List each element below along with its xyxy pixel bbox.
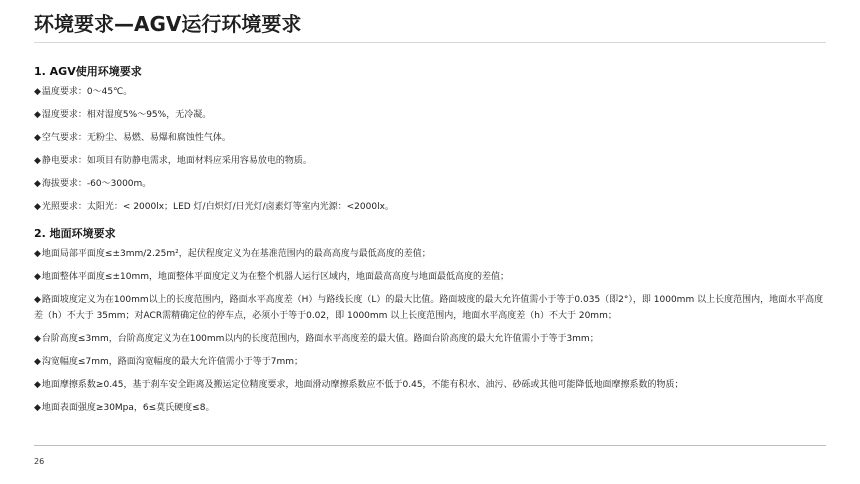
- item-text: 路面坡度定义为在100mm以上的长度范围内，路面水平高度差（H）与路线长度（L）的最大比值。路面坡度的最大允许值需小于等于0.035（即2°），即 1000mm 以上长度范围内，地面水平高度差（h）不大于 35mm；对ACR需精确定位的停车点，必须小于等于0.02，即 1000mm 以上长度范围内，地面水平高度差（h）不大于 20mm；: [34, 295, 824, 321]
- item-text: 空气要求：无粉尘、易燃、易爆和腐蚀性气体。: [41, 133, 231, 143]
- item-text: 地面表面强度≥30Mpa，6≤莫氏硬度≤8。: [41, 403, 215, 413]
- section-agv-environment: [34, 60, 830, 215]
- item-text: 温度要求：0～45℃。: [41, 87, 133, 97]
- list-item: [34, 84, 830, 100]
- diamond-bullet-icon: ◆: [34, 357, 41, 367]
- list-item: [34, 331, 830, 347]
- page-number: 26: [34, 457, 45, 466]
- diamond-bullet-icon: ◆: [34, 249, 41, 259]
- list-item: [34, 246, 830, 262]
- list-item: [34, 269, 830, 285]
- list-item: [34, 377, 830, 393]
- diamond-bullet-icon: ◆: [34, 334, 41, 344]
- list-item: [34, 176, 830, 192]
- diamond-bullet-icon: ◆: [34, 403, 41, 413]
- item-text: 台阶高度≤3mm，台阶高度定义为在100mm以内的长度范围内，路面水平高度差的最大值。路面台阶高度的最大允许值需小于等于3mm；: [41, 334, 599, 344]
- content-area: [34, 60, 830, 423]
- diamond-bullet-icon: ◆: [34, 156, 41, 166]
- item-text: 沟宽幅度≤7mm，路面沟宽幅度的最大允许值需小于等于7mm；: [41, 357, 303, 367]
- list-item: [34, 130, 830, 146]
- item-text: 地面整体平面度≤±10mm，地面整体平面度定义为在整个机器人运行区域内，地面最高高度与地面最低高度的差值；: [41, 272, 509, 282]
- title-divider: [34, 42, 826, 43]
- section-heading: 1. AGV使用环境要求: [34, 65, 142, 78]
- item-text: 地面摩擦系数≥0.45，基于刹车安全距离及搬运定位精度要求，地面滑动摩擦系数应不低于0.45，不能有积水、油污、砂砾或其他可能降低地面摩擦系数的物质；: [41, 380, 684, 390]
- item-text: 地面局部平面度≤±3mm/2.25m²，起伏程度定义为在基准范围内的最高高度与最低高度的差值；: [41, 249, 431, 259]
- diamond-bullet-icon: ◆: [34, 380, 41, 390]
- diamond-bullet-icon: ◆: [34, 87, 41, 97]
- item-text: 湿度要求：相对湿度5%～95%，无冷凝。: [41, 110, 212, 120]
- diamond-bullet-icon: ◆: [34, 272, 41, 282]
- list-item: [34, 153, 830, 169]
- section-heading: 2. 地面环境要求: [34, 227, 116, 240]
- diamond-bullet-icon: ◆: [34, 179, 41, 189]
- list-item: [34, 292, 830, 324]
- item-text: 静电要求：如项目有防静电需求，地面材料应采用容易放电的物质。: [41, 156, 312, 166]
- section-ground-environment: [34, 222, 830, 416]
- diamond-bullet-icon: ◆: [34, 133, 41, 143]
- diamond-bullet-icon: ◆: [34, 295, 41, 305]
- item-text: 光照要求：太阳光：< 2000lx；LED 灯/白炽灯/日光灯/卤素灯等室内光源：<2000lx。: [41, 202, 394, 212]
- item-text: 海拔要求：-60～3000m。: [41, 179, 152, 189]
- page-title: 环境要求—AGV运行环境要求: [34, 12, 302, 36]
- list-item: [34, 354, 830, 370]
- footer-divider: [34, 445, 826, 446]
- list-item: [34, 400, 830, 416]
- diamond-bullet-icon: ◆: [34, 202, 41, 212]
- list-item: [34, 199, 830, 215]
- diamond-bullet-icon: ◆: [34, 110, 41, 120]
- list-item: [34, 107, 830, 123]
